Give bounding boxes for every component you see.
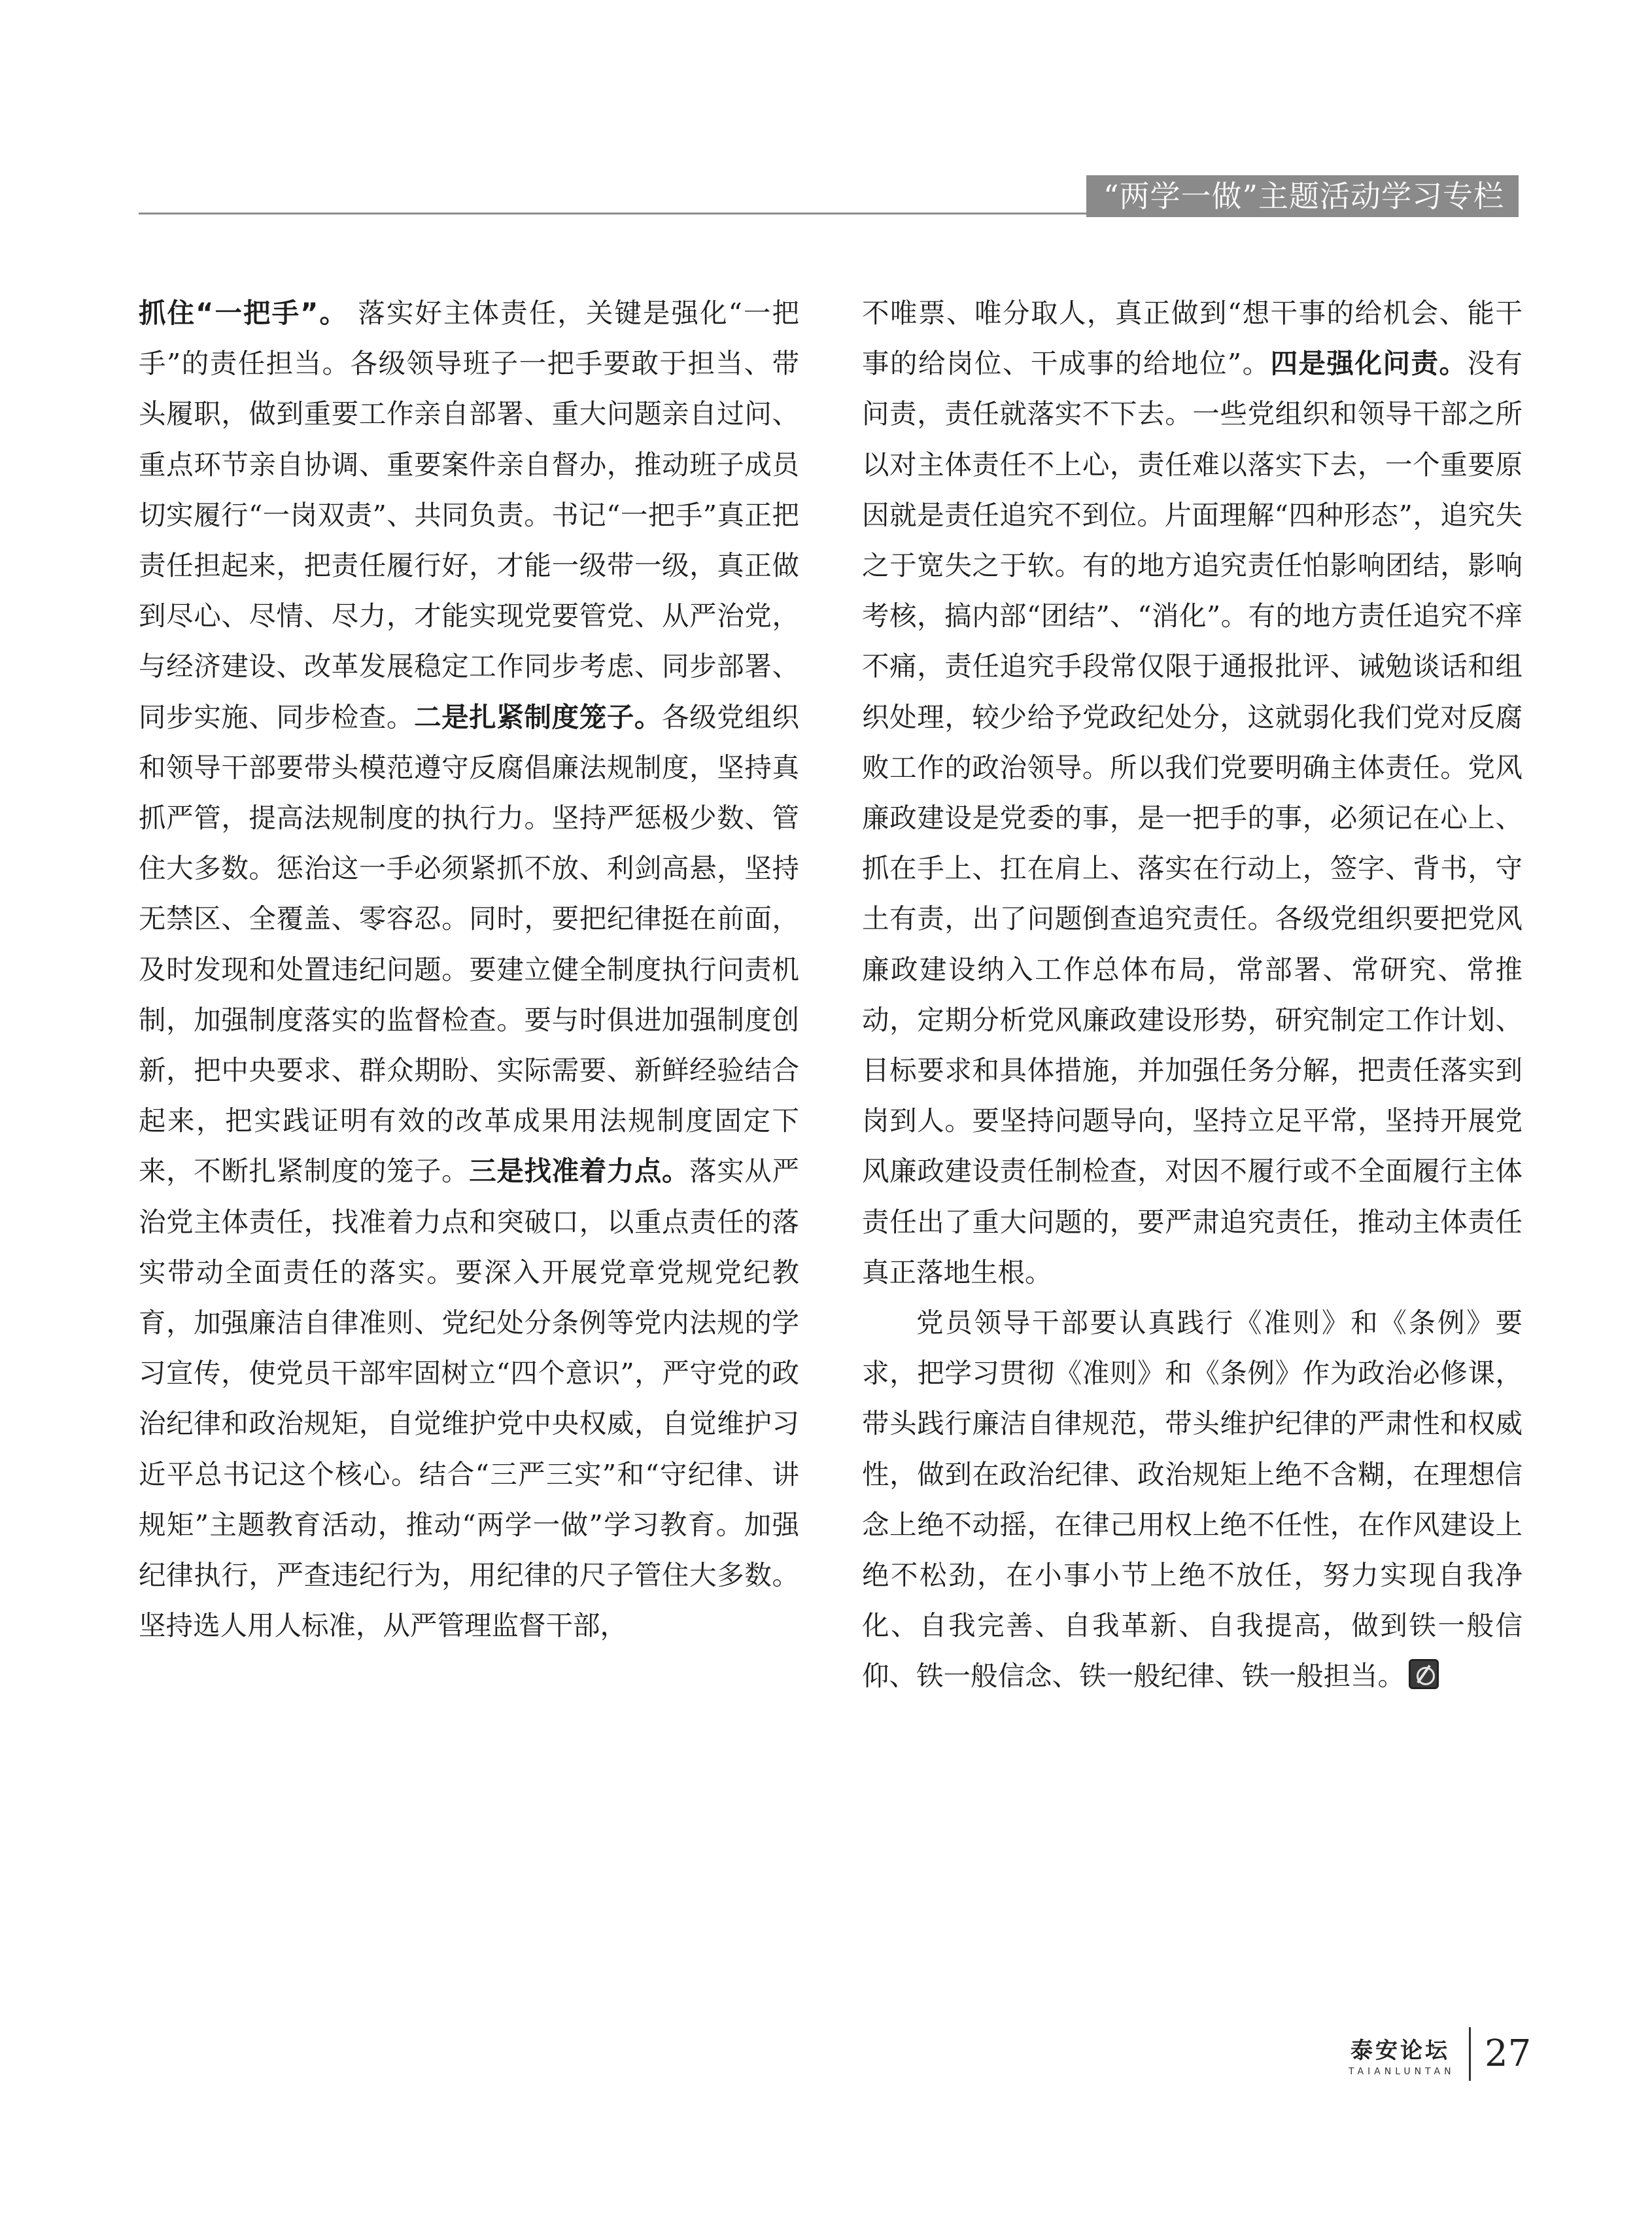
journal-name: 泰安论坛 [1351, 2038, 1450, 2064]
paragraph-text: 落实从严治党主体责任，找准着力点和突破口，以重点责任的落实带动全面责任的落实。要深入开展党章党规党纪教育，加强廉洁自律准则、党纪处分条例等党内法规的学习宣传，使党员干部牢固树立“四个意识”，严守党的政治纪律和政治规矩，自觉维护党中央权威，自觉维护习近平总书记这个核心。结合“三严三实”和“守纪律、讲规矩”主题教育活动，推动“两学一做”学习教育。加强纪律执行，严查违纪行为，用纪律的尺子管住大多数。坚持选人用人标准，从严管理监督干部， [139, 1155, 799, 1642]
lead-heading: 四是强化问责。 [1270, 347, 1468, 380]
journal-pinyin: TAIANLUNTAN [1349, 2066, 1455, 2077]
paragraph-text: 不唯票、唯分取人，真正做到“想干事的给机会、能干事的给岗位、干成事的给地位”。 [862, 297, 1523, 380]
lead-heading: 抓住“一把手”。 [139, 297, 349, 329]
paragraph-text: 落实好主体责任，关键是强化“一把手”的责任担当。各级领导班子一把手要敢于担当、带头履职，做到重要工作亲自部署、重大问题亲自过问、重点环节亲自协调、重要案件亲自督办，推动班子成员切实履行“一岗双责”、共同负责。书记“一把手”真正把责任担起来，把责任履行好，才能一级带一级，真正做到尽心、尽情、尽力，才能实现党要管党、从严治党，与经济建设、改革发展稳定工作同步考虑、同步部署、同步实施、同步检查。 [139, 297, 799, 733]
journal-seal-icon [1409, 1659, 1439, 1689]
lead-heading: 二是扎紧制度笼子。 [414, 700, 663, 733]
column-title: “两学一做”主题活动学习专栏 [1103, 179, 1504, 214]
right-column [862, 288, 1523, 1702]
paragraph-text: 各级党组织和领导干部要带头模范遵守反腐倡廉法规制度，坚持真抓严管，提高法规制度的执行力。坚持严惩极少数、管住大多数。惩治这一手必须紧抓不放、利剑高悬，坚持无禁区、全覆盖、零容忍。同时，要把纪律挺在前面，及时发现和处置违纪问题。要建立健全制度执行问责机制，加强制度落实的监督检查。要与时俱进加强制度创新，把中央要求、群众期盼、实际需要、新鲜经验结合起来，把实践证明有效的改革成果用法规制度固定下来，不断扎紧制度的笼子。 [139, 700, 799, 1188]
footer-divider [1469, 2027, 1471, 2081]
left-column [139, 288, 799, 1651]
page-number: 27 [1485, 2032, 1532, 2075]
lead-heading: 三是找准着力点。 [469, 1155, 690, 1188]
paragraph-text: 没有问责，责任就落实不下去。一些党组织和领导干部之所以对主体责任不上心，责任难以落实下去，一个重要原因就是责任追究不到位。片面理解“四种形态”，追究失之于宽失之于软。有的地方追究责任怕影响团结，影响考核，搞内部“团结”、“消化”。有的地方责任追究不痒不痛，责任追究手段常仅限于通报批评、诫勉谈话和组织处理，较少给予党政纪处分，这就弱化我们党对反腐败工作的政治领导。所以我们党要明确主体责任。党风廉政建设是党委的事，是一把手的事，必须记在心上、抓在手上、扛在肩上、落实在行动上，签字、背书，守土有责，出了问题倒查追究责任。各级党组织要把党风廉政建设纳入工作总体布局，常部署、常研究、常推动，定期分析党风廉政建设形势，研究制定工作计划、目标要求和具体措施，并加强任务分解，把责任落实到岗到人。要坚持问题导向，坚持立足平常，坚持开展党风廉政建设责任制检查，对因不履行或不全面履行主体责任出了重大问题的，要严肃追究责任，推动主体责任真正落地生根。 [862, 347, 1523, 1288]
paragraph [862, 288, 1523, 1297]
paragraph [139, 288, 799, 1651]
column-title-banner [1086, 175, 1519, 217]
paragraph-text: 党员领导干部要认真践行《准则》和《条例》要求，把学习贯彻《准则》和《条例》作为政治必修课，带头践行廉洁自律规范，带头维护纪律的严肃性和权威性，做到在政治纪律、政治规矩上绝不含糊，在理想信念上绝不动摇，在律己用权上绝不任性，在作风建设上绝不松劲，在小事小节上绝不放任，努力实现自我净化、自我完善、自我革新、自我提高，做到铁一般信仰、铁一般信念、铁一般纪律、铁一般担当。 [862, 1307, 1523, 1692]
paragraph [862, 1297, 1523, 1702]
